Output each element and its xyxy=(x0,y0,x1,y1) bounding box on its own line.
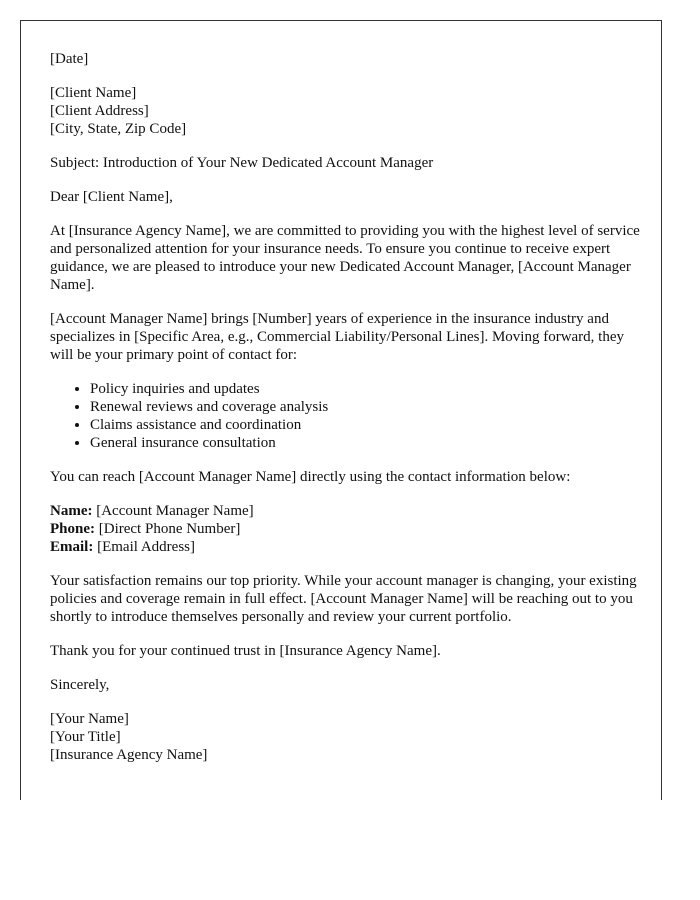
signature-agency: [Insurance Agency Name] xyxy=(50,747,208,763)
recipient-address: [Client Address] xyxy=(50,103,149,119)
contact-block xyxy=(50,502,640,556)
letter-page xyxy=(20,20,662,800)
letter-paragraph-contact-intro: You can reach [Account Manager Name] directly using the contact information below: xyxy=(50,469,571,485)
list-item: • Claims assistance and coordination xyxy=(90,416,640,434)
contact-email-label: Email: xyxy=(50,539,94,555)
recipient-city-state-zip: [City, State, Zip Code] xyxy=(50,121,187,137)
contact-name-value: [Account Manager Name] xyxy=(92,503,254,519)
signature-name: [Your Name] xyxy=(50,711,129,727)
list-item: • Renewal reviews and coverage analysis xyxy=(90,398,640,416)
letter-salutation: Dear [Client Name], xyxy=(50,189,173,205)
contact-phone-label: Phone: xyxy=(50,521,95,537)
letter-closing: Sincerely, xyxy=(50,677,110,693)
services-list xyxy=(50,380,640,452)
letter-paragraph-intro: At [Insurance Agency Name], we are committed to providing you with the highest level of service and personalized attention for your insurance needs. To ensure you continue to receive expert guidance, we are pleased to introduce your new Dedicated Account Manager, [Account Manager Name]. xyxy=(50,223,640,293)
contact-phone-line xyxy=(50,520,640,538)
letter-paragraph-experience: [Account Manager Name] brings [Number] years of experience in the insurance industry and specializes in [Specific Area, e.g., Commercial Liability/Personal Lines]. Moving forward, they will be your primary point of contact for: xyxy=(50,311,624,363)
contact-name-label: Name: xyxy=(50,503,93,519)
contact-phone-value: [Direct Phone Number] xyxy=(95,521,241,537)
contact-email-line xyxy=(50,538,640,556)
letter-paragraph-satisfaction: Your satisfaction remains our top priority. While your account manager is changing, your existing policies and coverage remain in full effect. [Account Manager Name] will be reaching out to you shortly to introduce themselves personally and review your current portfolio. xyxy=(50,573,637,625)
letter-subject: Subject: Introduction of Your New Dedicated Account Manager xyxy=(50,155,434,171)
signature-title: [Your Title] xyxy=(50,729,121,745)
signature-block xyxy=(50,710,640,764)
contact-name-line xyxy=(50,502,640,520)
recipient-block xyxy=(50,84,640,138)
letter-paragraph-thanks: Thank you for your continued trust in [Insurance Agency Name]. xyxy=(50,643,441,659)
list-item: • General insurance consultation xyxy=(90,434,640,452)
letter-body xyxy=(50,50,640,780)
contact-email-value: [Email Address] xyxy=(93,539,195,555)
list-item: • Policy inquiries and updates xyxy=(90,380,640,398)
letter-date: [Date] xyxy=(50,51,89,67)
recipient-name: [Client Name] xyxy=(50,85,137,101)
